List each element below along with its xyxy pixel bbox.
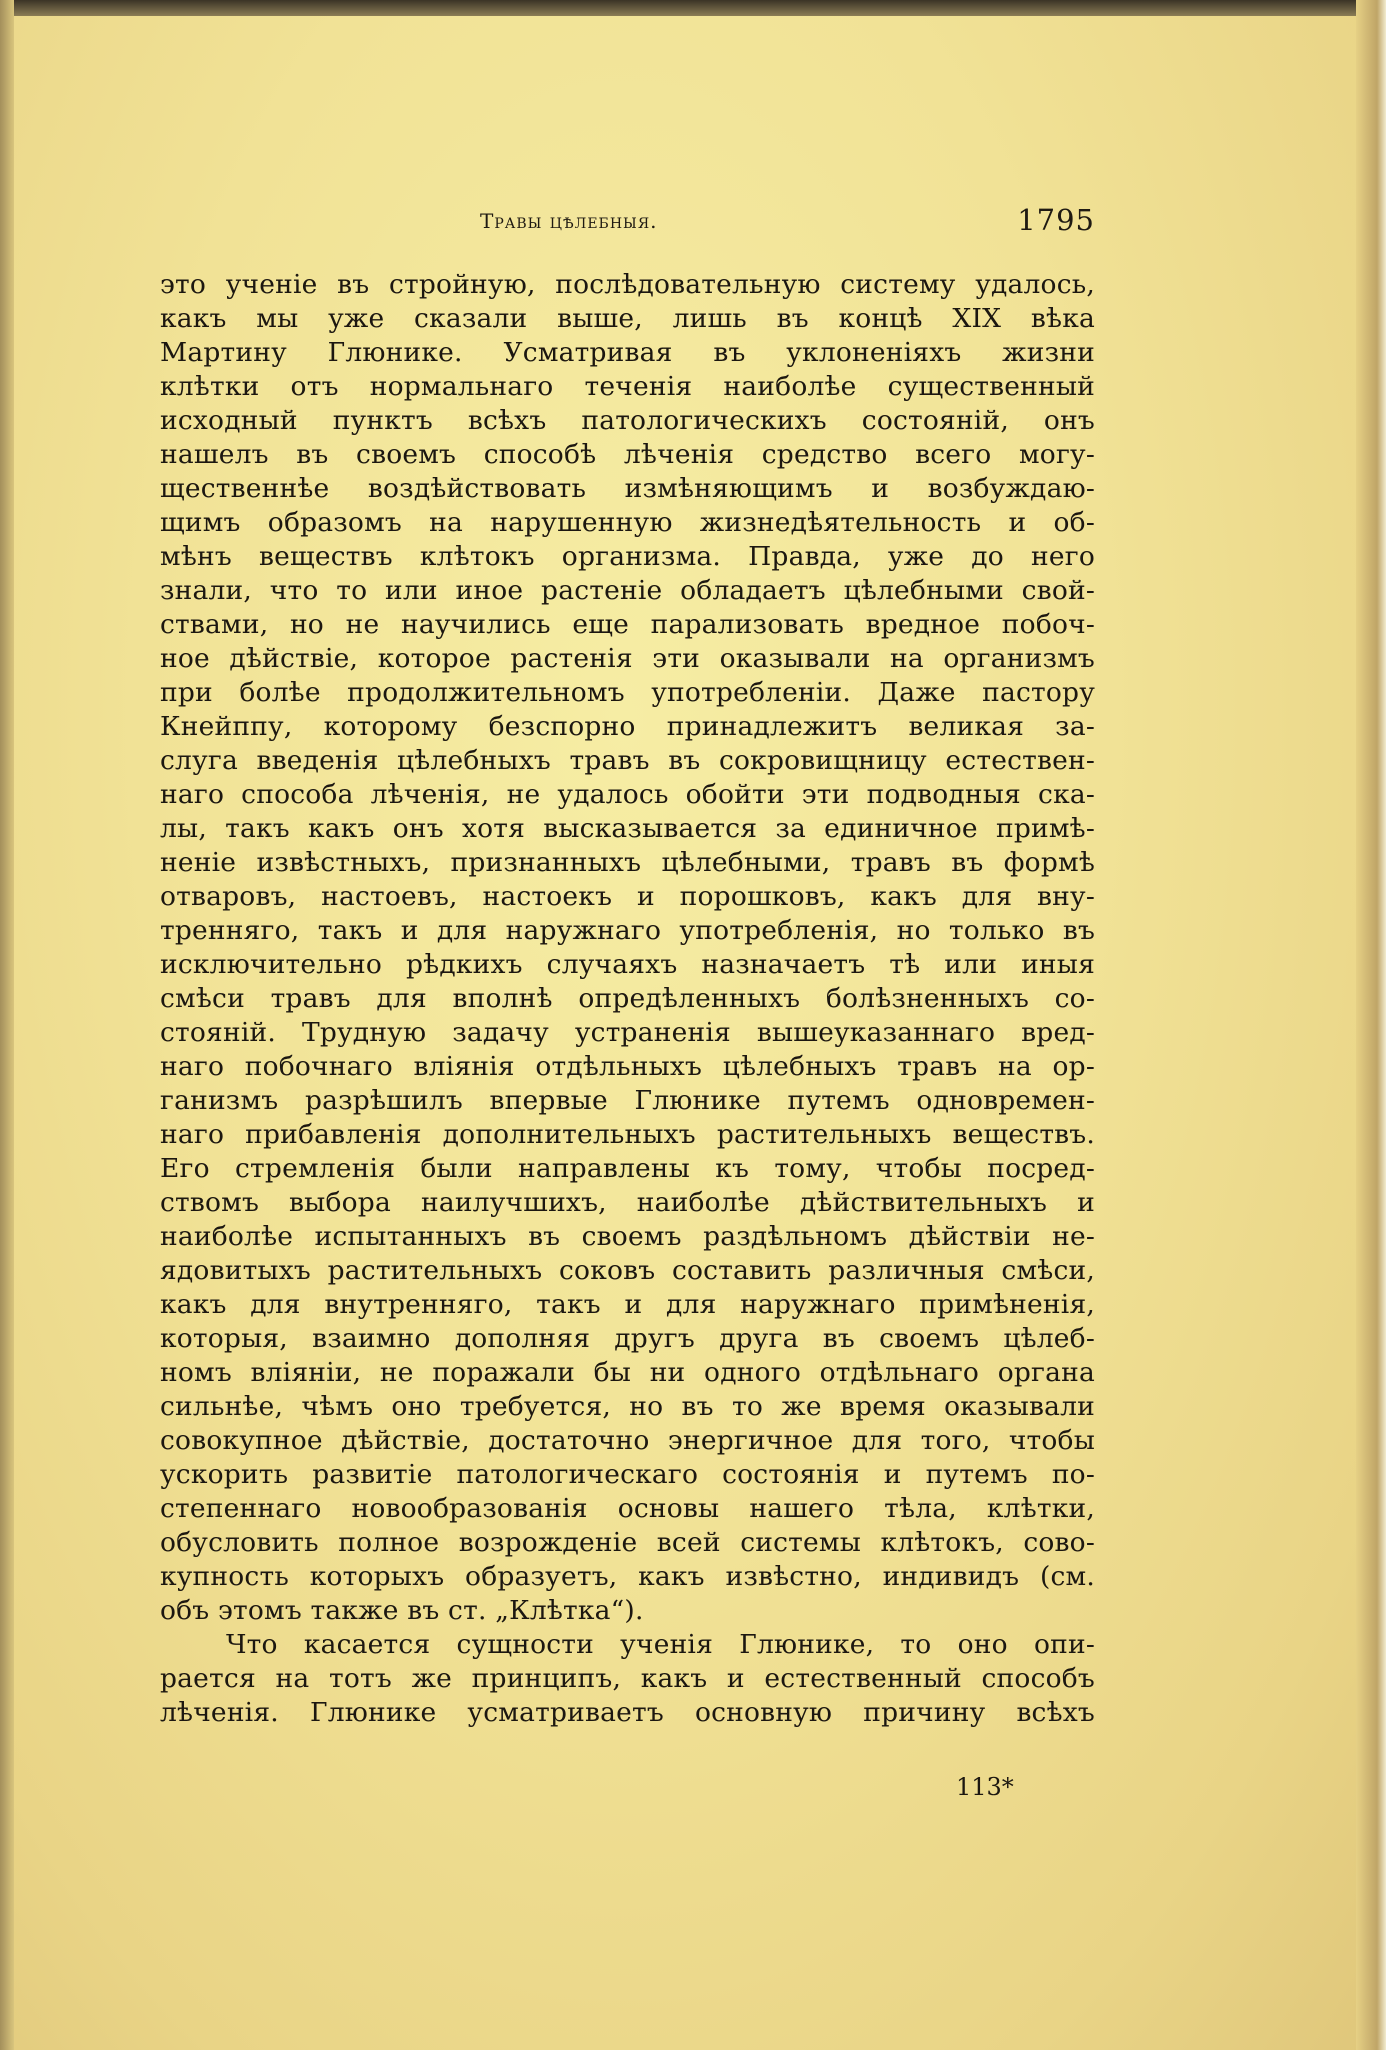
text-line: наго побочнаго вліянія отдѣльныхъ цѣлебныхъ травъ на ор-: [160, 1051, 1095, 1082]
text-line: обусловить полное возрожденіе всей системы клѣтокъ, сово-: [160, 1527, 1095, 1558]
text-line: смѣси травъ для вполнѣ опредѣленныхъ болѣзненныхъ со-: [160, 983, 1095, 1014]
text-line: исходный пунктъ всѣхъ патологическихъ состояній, онъ: [160, 405, 1095, 436]
text-line: совокупное дѣйствіе, достаточно энергичное для того, чтобы: [160, 1425, 1095, 1456]
text-line: неніе извѣстныхъ, признанныхъ цѣлебными, травъ въ формѣ: [160, 847, 1095, 878]
page-right-edge: [1356, 0, 1386, 2050]
text-line: наиболѣе испытанныхъ въ своемъ раздѣльномъ дѣйствіи не-: [160, 1221, 1095, 1252]
text-line: знали, что то или иное растеніе обладаетъ цѣлебными свой-: [160, 575, 1095, 606]
text-line: нашелъ въ своемъ способѣ лѣченія средство всего могу-: [160, 439, 1095, 470]
text-line: щественнѣе воздѣйствовать измѣняющимъ и возбуждаю-: [160, 473, 1095, 504]
text-line: тренняго, такъ и для наружнаго употребленія, но только въ: [160, 915, 1095, 946]
text-line: лы, такъ какъ онъ хотя высказывается за единичное примѣ-: [160, 813, 1095, 844]
text-line: рается на тотъ же принципъ, какъ и естественный способъ: [160, 1663, 1095, 1694]
text-line: лѣченія. Глюнике усматриваетъ основную причину всѣхъ: [160, 1697, 1095, 1728]
text-line: Кнейппу, которому безспорно принадлежитъ великая за-: [160, 711, 1095, 742]
body-text: [160, 268, 1095, 1730]
paragraph-start-line: Что касается сущности ученія Глюнике, то оно опи-: [226, 1629, 1095, 1660]
text-line: Его стремленія были направлены къ тому, чтобы посред-: [160, 1153, 1095, 1184]
text-line: степеннаго новообразованія основы нашего тѣла, клѣтки,: [160, 1493, 1095, 1524]
text-line: наго прибавленія дополнительныхъ растительныхъ веществъ.: [160, 1119, 1095, 1150]
text-line: слуга введенія цѣлебныхъ травъ въ сокровищницу естествен-: [160, 745, 1095, 776]
paragraph-end-line: объ этомъ также въ ст. „Клѣтка“).: [160, 1595, 644, 1626]
text-line: какъ для внутренняго, такъ и для наружнаго примѣненія,: [160, 1289, 1095, 1320]
text-line: щимъ образомъ на нарушенную жизнедѣятельность и об-: [160, 507, 1095, 538]
text-line: это ученіе въ стройную, послѣдовательную систему удалось,: [160, 269, 1095, 300]
page-number: 1795: [1017, 203, 1095, 237]
page-top-edge: [0, 0, 1386, 16]
text-line: наго способа лѣченія, не удалось обойти эти подводныя ска-: [160, 779, 1095, 810]
page-left-edge: [0, 0, 14, 2050]
text-line: ганизмъ разрѣшилъ впервые Глюнике путемъ одновремен-: [160, 1085, 1095, 1116]
text-line: какъ мы уже сказали выше, лишь въ концѣ XIX вѣка: [160, 303, 1095, 334]
text-line: исключительно рѣдкихъ случаяхъ назначаетъ тѣ или иныя: [160, 949, 1095, 980]
text-line: купность которыхъ образуетъ, какъ извѣстно, индивидъ (см.: [160, 1561, 1095, 1592]
text-line: ускорить развитіе патологическаго состоянія и путемъ по-: [160, 1459, 1095, 1490]
text-line: номъ вліяніи, не поражали бы ни одного отдѣльнаго органа: [160, 1357, 1095, 1388]
page-header: [160, 203, 1095, 243]
text-line: отваровъ, настоевъ, настоекъ и порошковъ, какъ для вну-: [160, 881, 1095, 912]
text-line: при болѣе продолжительномъ употребленіи. Даже пастору: [160, 677, 1095, 708]
text-line: ствами, но не научились еще парализовать вредное побоч-: [160, 609, 1095, 640]
text-line: ствомъ выбора наилучшихъ, наиболѣе дѣйствительныхъ и: [160, 1187, 1095, 1218]
text-line: ядовитыхъ растительныхъ соковъ составить различныя смѣси,: [160, 1255, 1095, 1286]
text-line: ное дѣйствіе, которое растенія эти оказывали на организмъ: [160, 643, 1095, 674]
text-line: клѣтки отъ нормальнаго теченія наиболѣе существенный: [160, 371, 1095, 402]
running-title: Травы цѣлебныя.: [480, 209, 658, 233]
text-line: сильнѣе, чѣмъ оно требуется, но въ то же время оказывали: [160, 1391, 1095, 1422]
text-line: которыя, взаимно дополняя другъ друга въ своемъ цѣлеб-: [160, 1323, 1095, 1354]
text-line: Мартину Глюнике. Усматривая въ уклоненіяхъ жизни: [160, 337, 1095, 368]
text-line: стояній. Трудную задачу устраненія вышеуказаннаго вред-: [160, 1017, 1095, 1048]
signature-mark: 113*: [956, 1773, 1014, 1801]
text-line: мѣнъ веществъ клѣтокъ организма. Правда, уже до него: [160, 541, 1095, 572]
